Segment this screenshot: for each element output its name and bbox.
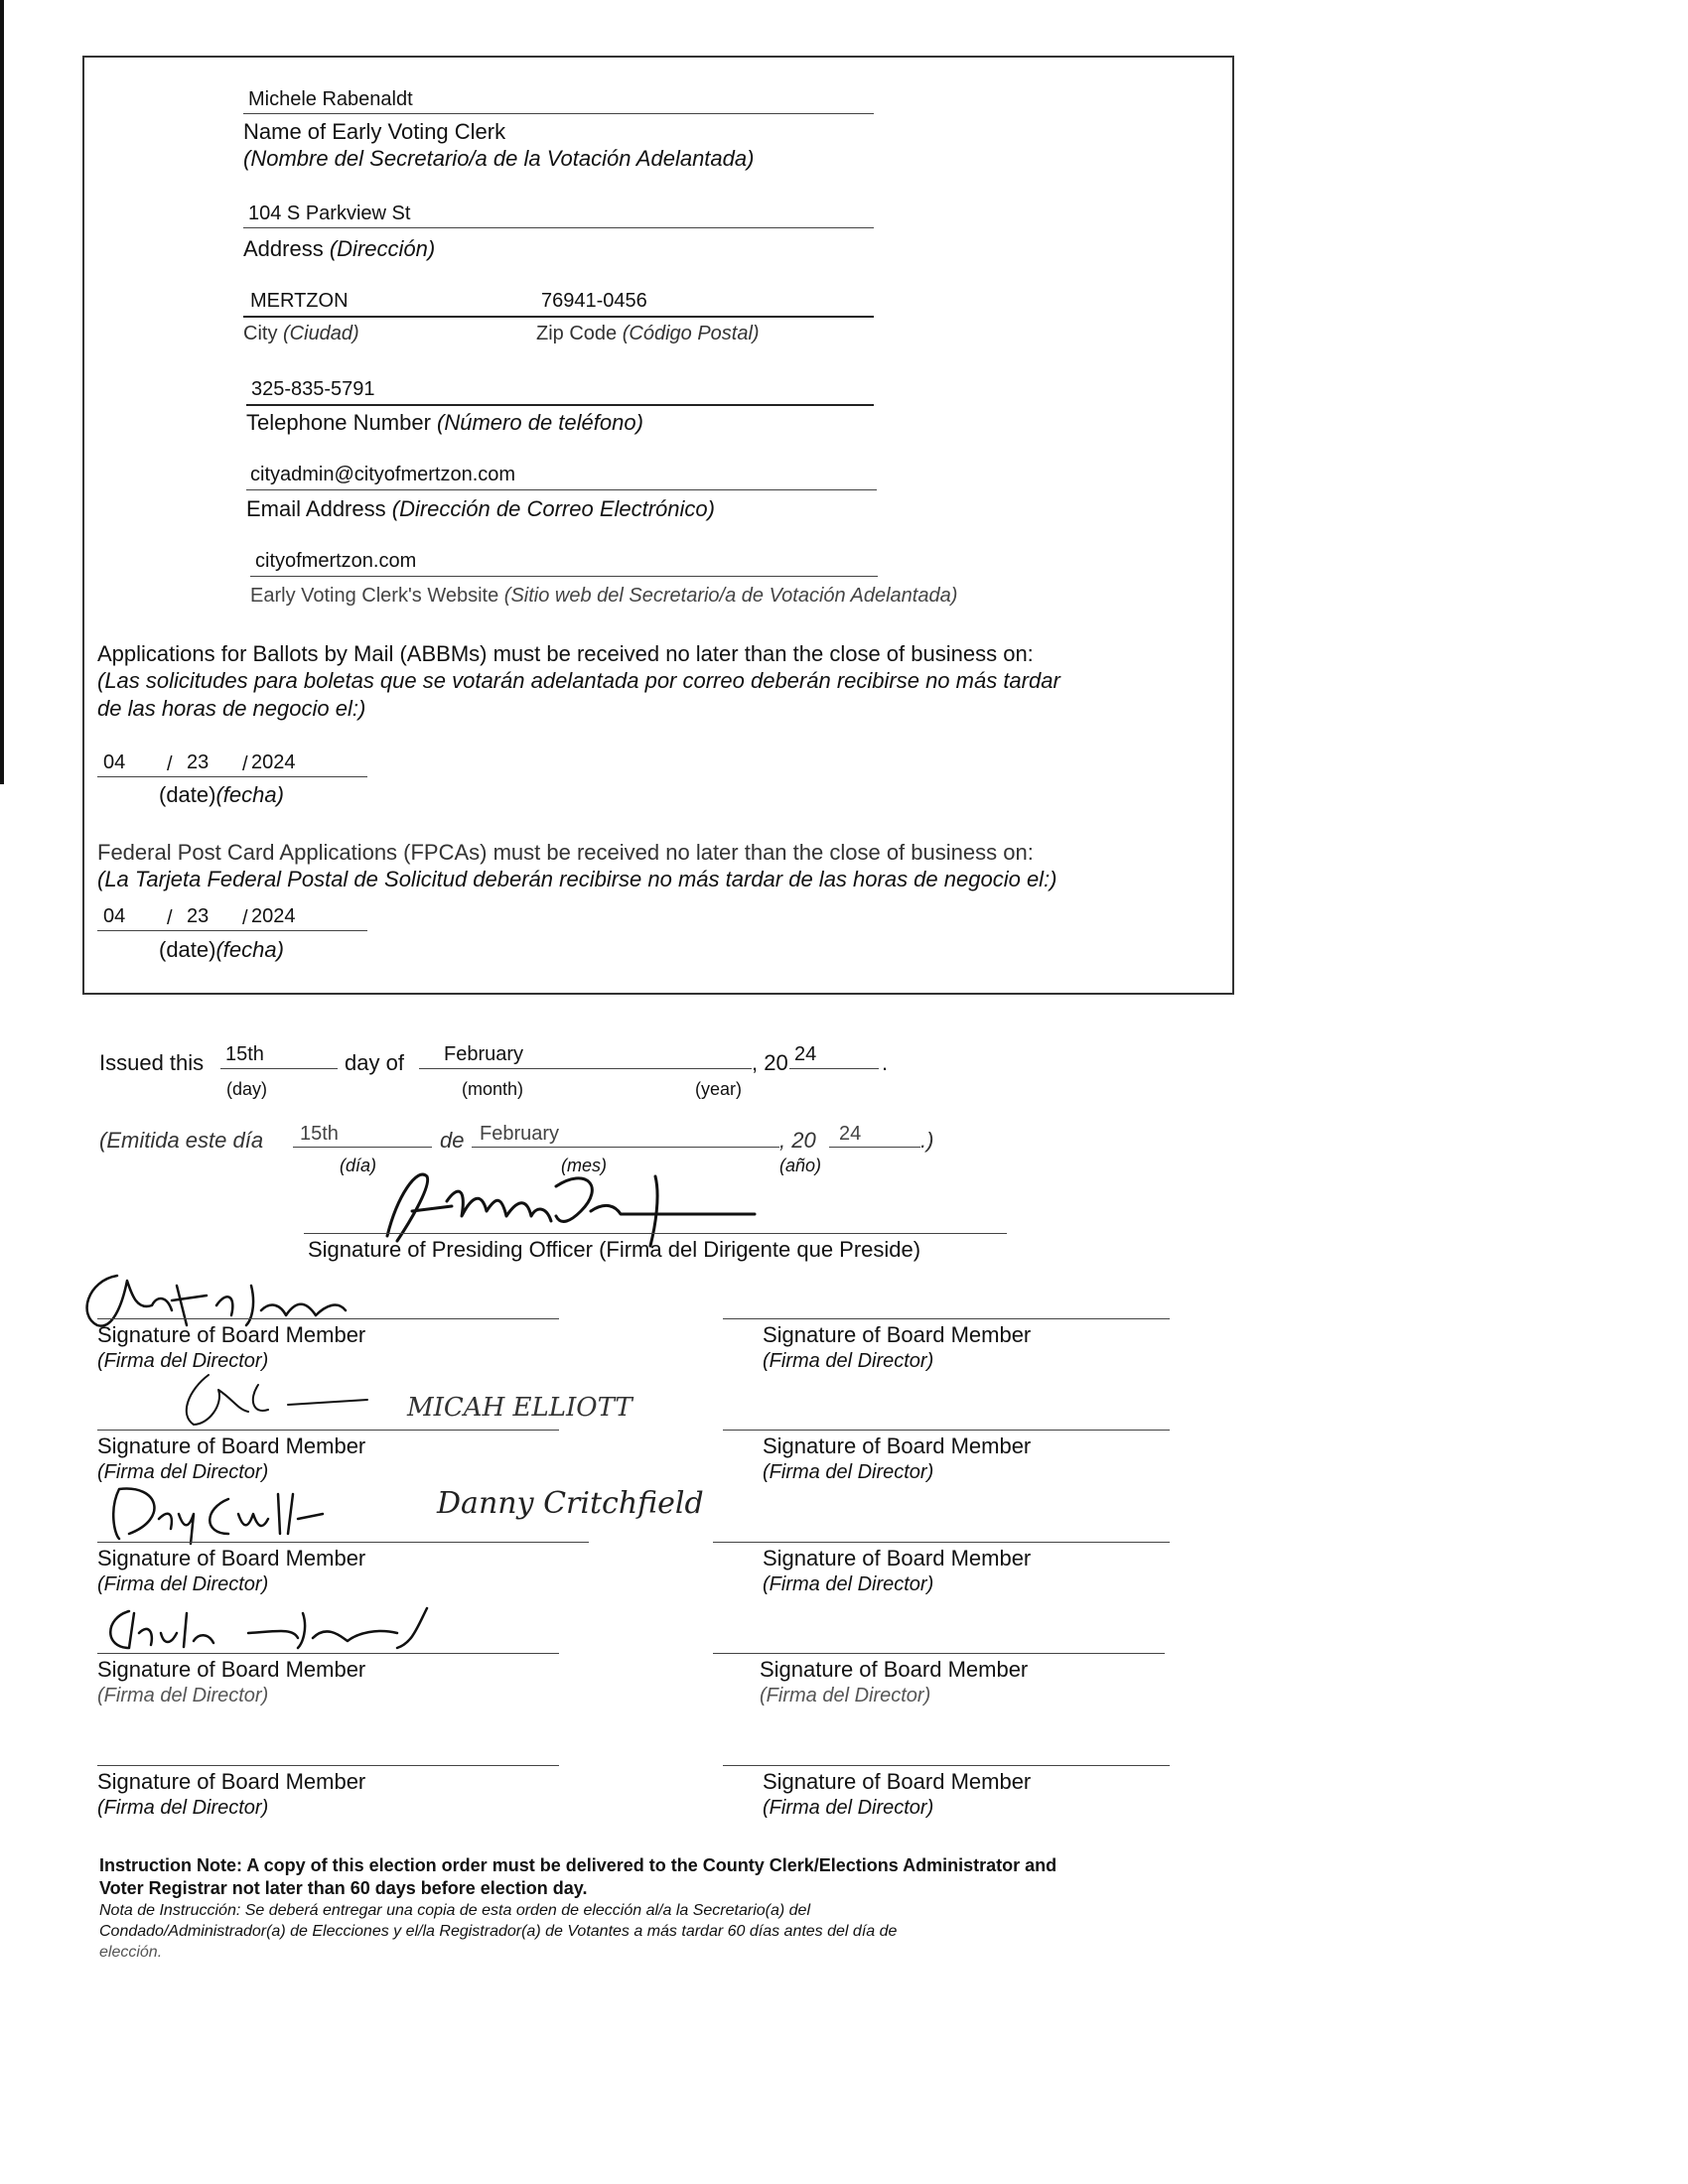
board-label-3-left: Signature of Board Member bbox=[97, 1546, 366, 1570]
fpca-text-es: (La Tarjeta Federal Postal de Solicitud deberán recibirse no más tardar de las horas de negocio el:) bbox=[97, 867, 1057, 891]
board-label-2-right: Signature of Board Member bbox=[763, 1433, 1032, 1458]
city-zip-line bbox=[243, 316, 874, 318]
issued-es-prefix: (Emitida este día bbox=[99, 1128, 264, 1153]
website-value: cityofmertzon.com bbox=[255, 550, 417, 572]
board-label-es-4-left: (Firma del Director) bbox=[97, 1685, 269, 1706]
abbm-day: 23 bbox=[187, 751, 210, 773]
board-member-signature-2 bbox=[169, 1370, 407, 1430]
zip-label: Zip Code (Código Postal) bbox=[536, 323, 760, 344]
issued-es-day-line bbox=[293, 1147, 432, 1148]
board-label-4-left: Signature of Board Member bbox=[97, 1657, 366, 1682]
issued-month-label: (month) bbox=[462, 1079, 524, 1099]
issued-es-year-label: (año) bbox=[779, 1156, 822, 1175]
issued-es-year-value: 24 bbox=[839, 1123, 862, 1145]
board-line-5-right bbox=[723, 1765, 1170, 1766]
issued-es-de: de bbox=[440, 1128, 465, 1153]
issued-year-line bbox=[789, 1068, 879, 1069]
city-label: City (Ciudad) bbox=[243, 323, 359, 344]
instruction-line-1: Instruction Note: A copy of this election order must be delivered to the County Clerk/Elections Administrator and bbox=[99, 1855, 1057, 1875]
board-label-5-right: Signature of Board Member bbox=[763, 1769, 1032, 1794]
board-line-4-left bbox=[97, 1653, 559, 1654]
abbm-text-es-1: (Las solicitudes para boletas que se votarán adelantada por correo deberán recibirse no más tardar bbox=[97, 668, 1060, 693]
board-label-1-right: Signature of Board Member bbox=[763, 1322, 1032, 1347]
board-label-es-1-left: (Firma del Director) bbox=[97, 1350, 269, 1372]
zip-value: 76941-0456 bbox=[541, 290, 647, 312]
issued-es-year-line bbox=[829, 1147, 920, 1148]
issued-day-line bbox=[220, 1068, 338, 1069]
fpca-date-line bbox=[97, 930, 367, 931]
city-value: MERTZON bbox=[250, 290, 349, 312]
phone-value: 325-835-5791 bbox=[251, 378, 375, 400]
abbm-slash-1: / bbox=[167, 753, 173, 775]
clerk-name-line bbox=[243, 113, 874, 114]
fpca-year: 2024 bbox=[251, 905, 296, 927]
email-line bbox=[246, 489, 877, 490]
fpca-day: 23 bbox=[187, 905, 210, 927]
abbm-month: 04 bbox=[103, 751, 126, 773]
board-line-3-right bbox=[713, 1542, 1170, 1543]
board-label-3-right: Signature of Board Member bbox=[763, 1546, 1032, 1570]
board-line-1-right bbox=[723, 1318, 1170, 1319]
board-label-es-3-right: (Firma del Director) bbox=[763, 1573, 934, 1595]
board-member-signature-3 bbox=[99, 1479, 417, 1549]
address-value: 104 S Parkview St bbox=[248, 203, 411, 224]
email-value: cityadmin@cityofmertzon.com bbox=[250, 464, 516, 485]
board-line-4-right bbox=[713, 1653, 1165, 1654]
board-line-1-left bbox=[97, 1318, 559, 1319]
issued-year-value: 24 bbox=[794, 1043, 817, 1065]
board-name-danny: Danny Critchfield bbox=[437, 1486, 704, 1521]
fpca-slash-2: / bbox=[242, 907, 248, 929]
board-line-3-left bbox=[97, 1542, 589, 1543]
board-label-es-5-right: (Firma del Director) bbox=[763, 1797, 934, 1819]
board-line-2-right bbox=[723, 1430, 1170, 1431]
board-member-signature-4 bbox=[99, 1603, 477, 1658]
issued-es-comma-20: , 20 bbox=[779, 1128, 816, 1153]
board-label-es-2-right: (Firma del Director) bbox=[763, 1461, 934, 1483]
board-label-5-left: Signature of Board Member bbox=[97, 1769, 366, 1794]
board-line-5-left bbox=[97, 1765, 559, 1766]
issued-day-of: day of bbox=[345, 1050, 404, 1075]
board-label-es-5-left: (Firma del Director) bbox=[97, 1797, 269, 1819]
abbm-text: Applications for Ballots by Mail (ABBMs) must be received no later than the close of business on: bbox=[97, 641, 1034, 666]
clerk-name-label: Name of Early Voting Clerk bbox=[243, 119, 506, 144]
board-label-es-4-right: (Firma del Director) bbox=[760, 1685, 931, 1706]
email-label: Email Address (Dirección de Correo Electrónico) bbox=[246, 496, 715, 521]
issued-es-day-label: (día) bbox=[340, 1156, 377, 1175]
fpca-text: Federal Post Card Applications (FPCAs) must be received no later than the close of business on: bbox=[97, 840, 1034, 865]
board-label-1-left: Signature of Board Member bbox=[97, 1322, 366, 1347]
issued-es-month-value: February bbox=[480, 1123, 560, 1145]
issued-es-day-value: 15th bbox=[300, 1123, 339, 1145]
instruction-line-2: Voter Registrar not later than 60 days before election day. bbox=[99, 1878, 588, 1898]
address-label: Address (Dirección) bbox=[243, 236, 436, 261]
board-label-2-left: Signature of Board Member bbox=[97, 1433, 366, 1458]
issued-month-value: February bbox=[444, 1043, 524, 1065]
issued-comma-20: , 20 bbox=[752, 1050, 788, 1075]
address-line bbox=[243, 227, 874, 228]
fpca-slash-1: / bbox=[167, 907, 173, 929]
issued-es-month-line bbox=[472, 1147, 779, 1148]
instruction-es-3: elección. bbox=[99, 1944, 163, 1961]
issued-prefix: Issued this bbox=[99, 1050, 205, 1075]
issued-day-value: 15th bbox=[225, 1043, 264, 1065]
issued-month-line bbox=[419, 1068, 752, 1069]
board-label-4-right: Signature of Board Member bbox=[760, 1657, 1029, 1682]
issued-year-label: (year) bbox=[695, 1079, 743, 1099]
clerk-name-label-es: (Nombre del Secretario/a de la Votación Adelantada) bbox=[243, 146, 755, 171]
instruction-es-2: Condado/Administrador(a) de Elecciones y el/la Registrador(a) de Votantes a más tardar 60 días antes del día de bbox=[99, 1923, 898, 1940]
scan-edge-bar bbox=[0, 0, 4, 784]
abbm-date-label: (date)(fecha) bbox=[159, 782, 284, 807]
issued-day-label: (day) bbox=[226, 1079, 268, 1099]
clerk-name-value: Michele Rabenaldt bbox=[248, 88, 413, 110]
board-line-2-left bbox=[97, 1430, 559, 1431]
phone-line bbox=[246, 404, 874, 406]
issued-period: . bbox=[882, 1050, 889, 1075]
issued-es-month-label: (mes) bbox=[561, 1156, 607, 1175]
abbm-slash-2: / bbox=[242, 753, 248, 775]
presiding-officer-line bbox=[304, 1233, 1007, 1234]
instruction-es-1: Nota de Instrucción: Se deberá entregar una copia de esta orden de elección al/a la Secretario(a) del bbox=[99, 1902, 810, 1919]
fpca-month: 04 bbox=[103, 905, 126, 927]
board-label-es-1-right: (Firma del Director) bbox=[763, 1350, 934, 1372]
abbm-text-es-2: de las horas de negocio el:) bbox=[97, 696, 366, 721]
board-name-micah: MICAH ELLIOTT bbox=[407, 1393, 633, 1423]
phone-label: Telephone Number (Número de teléfono) bbox=[246, 410, 643, 435]
abbm-date-line bbox=[97, 776, 367, 777]
website-line bbox=[250, 576, 878, 577]
board-label-es-3-left: (Firma del Director) bbox=[97, 1573, 269, 1595]
fpca-date-label: (date)(fecha) bbox=[159, 937, 284, 962]
issued-es-close: .) bbox=[920, 1128, 934, 1153]
website-label: Early Voting Clerk's Website (Sitio web del Secretario/a de Votación Adelantada) bbox=[250, 585, 958, 607]
board-label-es-2-left: (Firma del Director) bbox=[97, 1461, 269, 1483]
presiding-officer-label: Signature of Presiding Officer (Firma del Dirigente que Preside) bbox=[308, 1237, 921, 1262]
abbm-year: 2024 bbox=[251, 751, 296, 773]
